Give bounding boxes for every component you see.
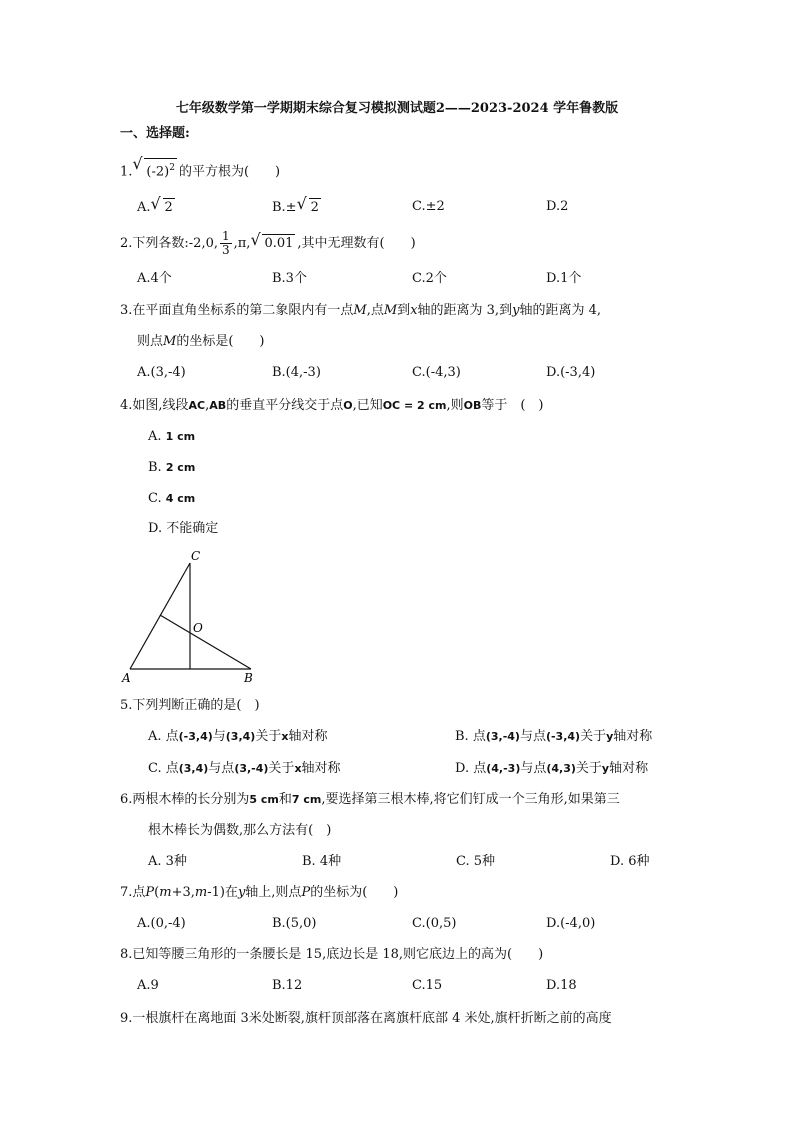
question-9: 9.一根旗杆在离地面 3米处断裂,旗杆顶部落在离旗杆底部 4 米处,旗杆折断之前的高度 bbox=[120, 1011, 612, 1026]
q1-option-d[interactable]: D.2 bbox=[546, 199, 569, 214]
q3-option-d[interactable]: D.(-3,4) bbox=[546, 365, 596, 380]
sqrt-expression: √ $(-2)^2$ bbox=[132, 154, 175, 180]
question-4: 4.如图,线段AC,AB的垂直平分线交于点O,已知OC = 2 cm,则OB等于 ( ) bbox=[120, 398, 544, 413]
q2-option-a[interactable]: A.4个 bbox=[137, 271, 172, 286]
q4-option-d[interactable]: D. 不能确定 bbox=[148, 521, 219, 536]
q3-option-b[interactable]: B.(4,-3) bbox=[272, 365, 321, 380]
q6-option-d[interactable]: D. 6种 bbox=[610, 854, 650, 869]
segment-ob bbox=[160, 615, 251, 669]
question-1: 1. √ $(-2)^2$ 的平方根为( ) bbox=[120, 154, 281, 180]
q5-option-d[interactable]: D. 点(4,-3)与点(4,3)关于y轴对称 bbox=[455, 761, 649, 776]
q8-option-b[interactable]: B.12 bbox=[272, 978, 303, 993]
q6-option-c[interactable]: C. 5种 bbox=[456, 854, 496, 869]
q8-option-c[interactable]: C.15 bbox=[412, 978, 443, 993]
q2-option-c[interactable]: C.2个 bbox=[412, 271, 447, 286]
q7-option-d[interactable]: D.(-4,0) bbox=[546, 916, 596, 931]
q1-option-b[interactable]: B.± √ 2 bbox=[272, 194, 319, 215]
q2-option-b[interactable]: B.3个 bbox=[272, 271, 307, 286]
label-o: O bbox=[193, 621, 203, 635]
section-heading: 一、选择题: bbox=[120, 126, 190, 141]
q2-option-d[interactable]: D.1个 bbox=[546, 271, 582, 286]
q5-option-a[interactable]: A. 点(-3,4)与(3,4)关于x轴对称 bbox=[148, 729, 328, 744]
q1-option-c[interactable]: C.±2 bbox=[412, 199, 445, 214]
q7-option-a[interactable]: A.(0,-4) bbox=[137, 916, 186, 931]
question-8: 8.已知等腰三角形的一条腰长是 15,底边长是 18,则它底边上的高为( ) bbox=[120, 947, 544, 962]
question-3-line-1: 3.在平面直角坐标系的第二象限内有一点M,点M到x轴的距离为 3,到y轴的距离为 4, bbox=[120, 303, 601, 318]
fraction: $\frac{1}{3}$ bbox=[221, 229, 230, 257]
page-title: 七年级数学第一学期期末综合复习模拟测试题2——2023-2024 学年鲁教版 bbox=[175, 101, 619, 116]
q6-option-a[interactable]: A. 3种 bbox=[148, 854, 187, 869]
question-2: 2.下列各数:-2,0, $\frac{1}{3}$ ,π, √ 0.01 ,其中无理数有( ) bbox=[120, 229, 416, 257]
q3-option-a[interactable]: A.(3,-4) bbox=[137, 365, 186, 380]
q1-option-a[interactable]: A. √ 2 bbox=[137, 194, 173, 215]
question-6-line-1: 6.两根木棒的长分别为5 cm和7 cm,要选择第三根木棒,将它们钉成一个三角形,如果第三 bbox=[120, 792, 620, 807]
q4-option-b[interactable]: B. 2 cm bbox=[148, 460, 196, 475]
q5-option-c[interactable]: C. 点(3,4)与点(3,-4)关于x轴对称 bbox=[148, 761, 341, 776]
triangle-figure bbox=[118, 548, 268, 688]
q5-option-b[interactable]: B. 点(3,-4)与点(-3,4)关于y轴对称 bbox=[455, 729, 653, 744]
q6-option-b[interactable]: B. 4种 bbox=[302, 854, 342, 869]
label-a: A bbox=[122, 671, 131, 685]
label-c: C bbox=[191, 549, 201, 563]
question-6-line-2: 根木棒长为偶数,那么方法有( ) bbox=[148, 823, 332, 838]
q4-option-c[interactable]: C. 4 cm bbox=[148, 491, 196, 506]
question-5: 5.下列判断正确的是( ) bbox=[120, 698, 260, 713]
label-b: B bbox=[244, 671, 253, 685]
question-3-line-2: 则点M的坐标是( ) bbox=[137, 334, 265, 349]
q7-option-c[interactable]: C.(0,5) bbox=[412, 916, 457, 931]
segment-ac bbox=[130, 563, 190, 669]
q4-option-a[interactable]: A. 1 cm bbox=[148, 429, 196, 444]
q8-option-a[interactable]: A.9 bbox=[137, 978, 159, 993]
q3-option-c[interactable]: C.(-4,3) bbox=[412, 365, 461, 380]
q7-option-b[interactable]: B.(5,0) bbox=[272, 916, 317, 931]
question-7: 7.点P(m+3,m-1)在y轴上,则点P的坐标为( ) bbox=[120, 885, 399, 900]
q8-option-d[interactable]: D.18 bbox=[546, 978, 577, 993]
